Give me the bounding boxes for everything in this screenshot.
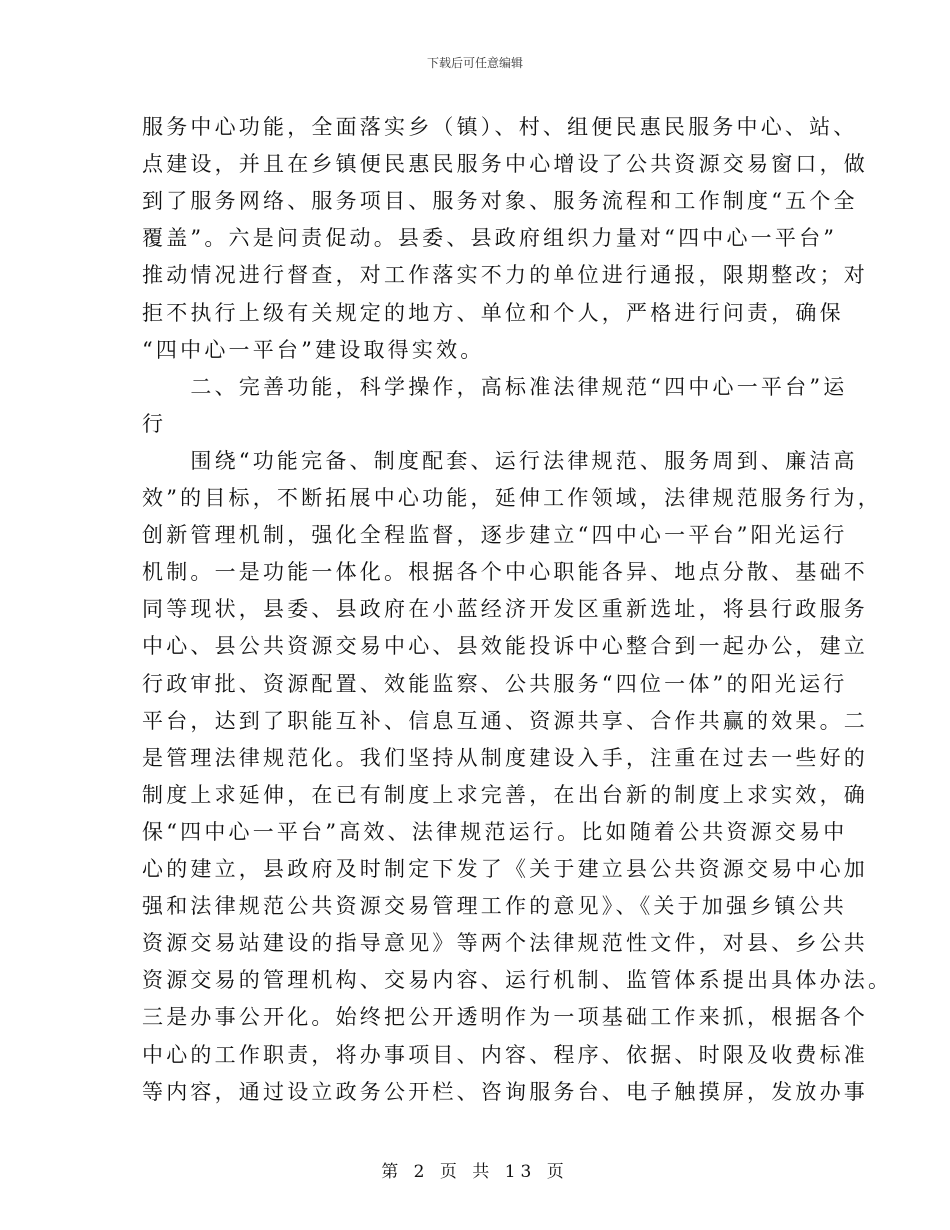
text-line: 等内容，通过设立政务公开栏、咨询服务台、电子触摸屏，发放办事 [142, 1079, 868, 1104]
text-line: 行 [142, 411, 167, 436]
text-line: 推动情况进行督查，对工作落实不力的单位进行通报，限期整改；对 [142, 263, 868, 288]
page-footer: 第 2 页 共 13 页 [381, 1162, 569, 1182]
text-line: 中心、县公共资源交易中心、县效能投诉中心整合到一起办公，建立 [142, 634, 868, 659]
text-line: 创新管理机制，强化全程监督，逐步建立“四中心一平台”阳光运行 [142, 523, 848, 548]
text-line: 服务中心功能，全面落实乡（镇）、村、组便民惠民服务中心、站、 [142, 115, 858, 139]
text-line: 效”的目标，不断拓展中心功能，延伸工作领域，法律规范服务行为， [142, 486, 882, 510]
text-line: 同等现状，县委、县政府在小蓝经济开发区重新选址，将县行政服务 [142, 597, 868, 622]
text-line: 点建设，并且在乡镇便民惠民服务中心增设了公共资源交易窗口，做 [142, 152, 868, 177]
text-line: 是管理法律规范化。我们坚持从制度建设入手，注重在过去一些好的 [142, 745, 868, 770]
text-line: 中心的工作职责，将办事项目、内容、程序、依据、时限及收费标准 [142, 1042, 868, 1067]
text-line: “四中心一平台”建设取得实效。 [142, 337, 485, 362]
text-line: 资源交易站建设的指导意见》等两个法律规范性文件，对县、乡公共 [142, 931, 868, 956]
text-line: 心的建立，县政府及时制定下发了《关于建立县公共资源交易中心加 [142, 857, 868, 881]
text-line: 制度上求延伸，在已有制度上求完善，在出台新的制度上求实效，确 [142, 782, 868, 807]
text-line: 行政审批、资源配置、效能监察、公共服务“四位一体”的阳光运行 [142, 671, 848, 696]
text-line: 覆盖”。六是问责促动。县委、县政府组织力量对“四中心一平台” [142, 226, 838, 251]
text-line: 三是办事公开化。始终把公开透明作为一项基础工作来抓，根据各个 [142, 1005, 868, 1030]
text-line: 平台，达到了职能互补、信息互通、资源共享、合作共赢的效果。二 [142, 708, 868, 733]
text-line: 围绕“功能完备、制度配套、运行法律规范、服务周到、廉洁高 [142, 448, 858, 473]
text-line: 拒不执行上级有关规定的地方、单位和个人，严格进行问责，确保 [142, 300, 844, 325]
text-line: 强和法律规范公共资源交易管理工作的意见》、《关于加强乡镇公共 [142, 894, 847, 919]
text-line: 二、完善功能，科学操作，高标准法律规范“四中心一平台”运 [142, 374, 848, 399]
text-line: 到了服务网络、服务项目、服务对象、服务流程和工作制度“五个全 [142, 189, 858, 214]
text-line: 资源交易的管理机构、交易内容、运行机制、监管体系提出具体办法。 [142, 968, 893, 993]
text-line: 保“四中心一平台”高效、法律规范运行。比如随着公共资源交易中 [142, 819, 848, 844]
text-line: 机制。一是功能一体化。根据各个中心职能各异、地点分散、基础不 [142, 560, 868, 585]
page-header: 下载后可任意编辑 [426, 56, 523, 70]
